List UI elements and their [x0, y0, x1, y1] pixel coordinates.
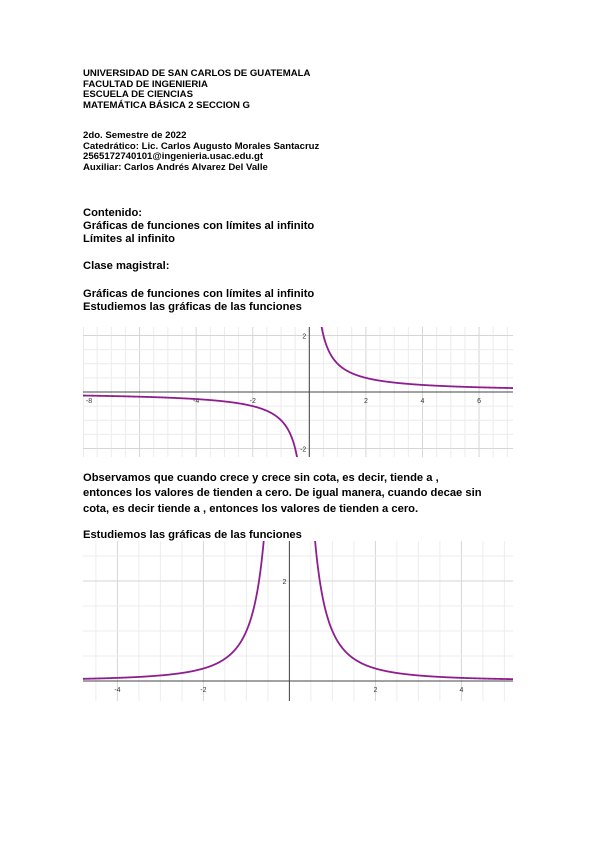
- contents-item: Límites al infinito: [83, 233, 175, 246]
- x-tick-label: 2: [373, 687, 378, 694]
- paragraph-line: cota, es decir tiende a , entonces los valores de tienden a cero.: [83, 502, 419, 515]
- section2-subtitle: Estudiemos las gráficas de las funciones: [83, 529, 302, 541]
- contents-block: [83, 207, 314, 247]
- teacher-text: Catedrático: Lic. Carlos Augusto Morales Santacruz: [83, 140, 320, 152]
- course-name: MATEMÁTICA BÁSICA 2 SECCION G: [83, 99, 251, 111]
- section1-title: Gráficas de funciones con límites al infinito: [83, 288, 315, 300]
- x-tick-label: 6: [477, 398, 482, 405]
- function-curve-right-branch: [289, 541, 513, 679]
- course-info: [83, 131, 319, 173]
- y-tick-label: 2: [302, 333, 307, 341]
- x-tick-label: -8: [85, 398, 93, 405]
- y-tick-label: -2: [300, 446, 307, 454]
- class-label: Clase magistral:: [83, 260, 170, 272]
- function-curve-right-branch: [309, 327, 513, 388]
- university-name: UNIVERSIDAD DE SAN CARLOS DE GUATEMALA: [83, 68, 311, 79]
- section1-subtitle: Estudiemos las gráficas de las funciones: [83, 301, 302, 314]
- paragraph-line: entonces los valores de tienden a cero. De igual manera, cuando decae sin: [83, 487, 482, 500]
- semester-text: 2do. Semestre de 2022: [83, 130, 187, 141]
- contents-item: Gráficas de funciones con límites al infinito: [83, 220, 315, 233]
- x-tick-label: -4: [193, 398, 200, 405]
- x-tick-label: -2: [249, 398, 256, 405]
- email-text: 2565172740101@ingenieria.usac.edu.gt: [83, 151, 264, 163]
- section1-heading: [83, 288, 314, 314]
- faculty-name: FACULTAD DE INGENIERIA: [83, 78, 208, 90]
- assistant-text: Auxiliar: Carlos Andrés Alvarez Del Valle: [83, 161, 268, 173]
- observation-paragraph: [83, 471, 482, 517]
- x-tick-label: 4: [459, 687, 464, 694]
- inverse-square-function-graph: [83, 541, 513, 701]
- school-name: ESCUELA DE CIENCIAS: [83, 89, 193, 101]
- y-tick-label: 2: [282, 579, 287, 586]
- reciprocal-function-graph: [83, 327, 513, 457]
- institution-header: [83, 69, 310, 111]
- function-curve-left-branch: [83, 541, 289, 679]
- x-tick-label: 2: [363, 398, 368, 405]
- paragraph-line: Observamos que cuando crece y crece sin cota, es decir, tiende a ,: [83, 472, 439, 484]
- contents-heading: Contenido:: [83, 207, 143, 219]
- x-tick-label: -2: [200, 687, 207, 694]
- x-tick-label: -4: [114, 687, 121, 694]
- x-tick-label: 4: [420, 398, 425, 405]
